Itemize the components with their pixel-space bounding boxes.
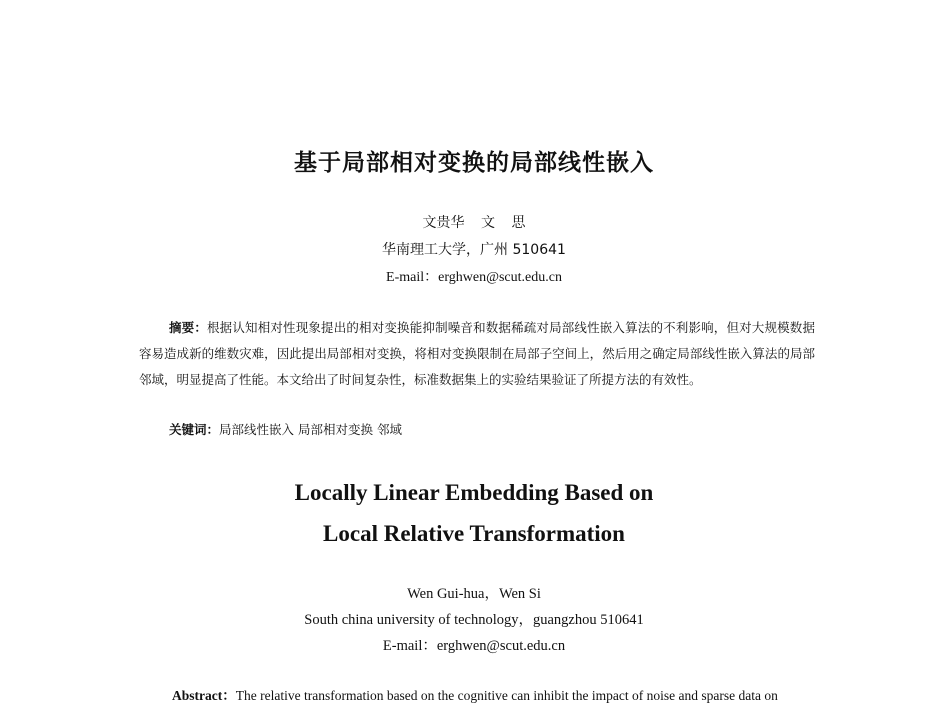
english-abstract-label: Abstract：: [172, 688, 236, 703]
english-affiliation: South china university of technology，guangzhou 510641: [304, 612, 644, 628]
chinese-abstract: [139, 315, 815, 393]
chinese-keywords-label: 关键词：: [169, 422, 220, 437]
chinese-authors: 文贵华 文 思: [422, 215, 526, 231]
english-title-line2: Local Relative Transformation: [323, 521, 625, 546]
english-authors: Wen Gui-hua，Wen Si: [407, 586, 541, 602]
chinese-abstract-label: 摘要：: [169, 320, 208, 335]
chinese-affiliation: 华南理工大学，广州 510641: [382, 242, 566, 258]
chinese-title: 基于局部相对变换的局部线性嵌入: [294, 150, 654, 176]
english-abstract-text: The relative transformation based on the cognitive can inhibit the impact of noise and sparse data on: [235, 688, 778, 703]
chinese-abstract-text: 根据认知相对性现象提出的相对变换能抑制噪音和数据稀疏对局部线性嵌入算法的不利影响，但对大规模数据容易造成新的维数灾难，因此提出局部相对变换，将相对变换限制在局部子空间上，然后用之确定局部线性嵌入算法的局部邻域，明显提高了性能。本文给出了时间复杂性，标准数据集上的实验结果验证了所提方法的有效性。: [139, 320, 815, 387]
chinese-email: E-mail：erghwen@scut.edu.cn: [386, 270, 562, 285]
chinese-keywords: [169, 420, 402, 438]
english-abstract: [172, 684, 932, 704]
chinese-keywords-text: 局部线性嵌入 局部相对变换 邻域: [219, 422, 402, 437]
english-title-line1: Locally Linear Embedding Based on: [294, 480, 654, 505]
english-email: E-mail：erghwen@scut.edu.cn: [382, 638, 566, 654]
